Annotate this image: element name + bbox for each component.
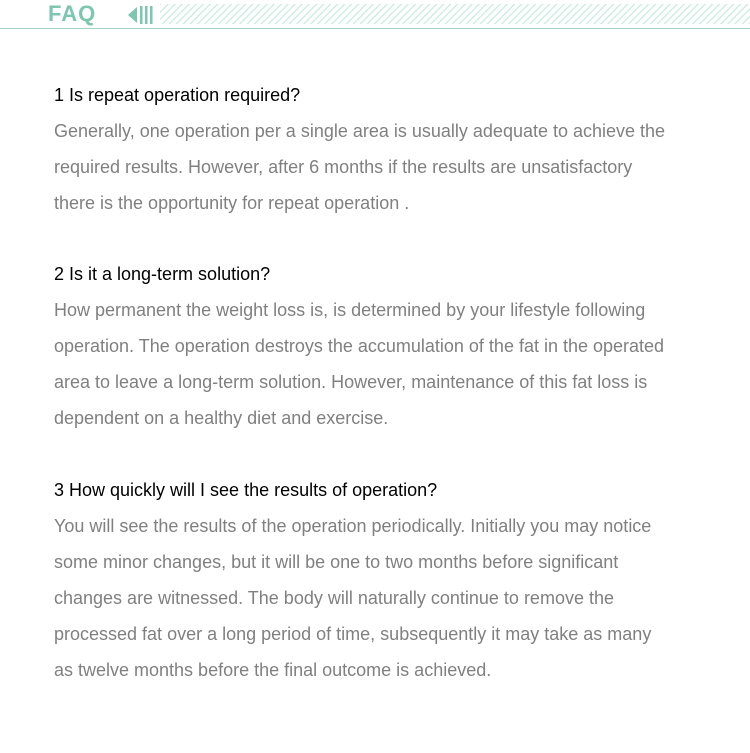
answer-line: there is the opportunity for repeat operation . [54, 193, 410, 213]
header-hatch-decoration [160, 4, 750, 24]
answer-line: Generally, one operation per a single area is usually adequate to achieve the [54, 121, 666, 141]
faq-header [0, 0, 750, 30]
page-title: FAQ [48, 1, 97, 26]
answer-line: You will see the results of the operation periodically. Initially you may notice [54, 516, 652, 536]
answer-line: area to leave a long-term solution. However, maintenance of this fat loss is [54, 372, 648, 392]
answer-line: How permanent the weight loss is, is determined by your lifestyle following [54, 300, 646, 320]
faq-question: 3 How quickly will I see the results of operation? [54, 480, 438, 500]
faq-answer [54, 508, 734, 688]
answer-line: as twelve months before the final outcome is achieved. [54, 660, 492, 680]
faq-item [54, 83, 734, 221]
answer-line: required results. However, after 6 months if the results are unsatisfactory [54, 157, 633, 177]
faq-answer [54, 113, 734, 221]
answer-line: operation. The operation destroys the accumulation of the fat in the operated [54, 336, 665, 356]
faq-item [54, 478, 734, 688]
arrow-bars-icon [128, 4, 158, 26]
answer-line: changes are witnessed. The body will naturally continue to remove the [54, 588, 614, 608]
header-divider [0, 28, 750, 29]
answer-line: some minor changes, but it will be one to two months before significant [54, 552, 619, 572]
answer-line: processed fat over a long period of time, subsequently it may take as many [54, 624, 652, 644]
faq-question: 1 Is repeat operation required? [54, 85, 301, 105]
faq-answer [54, 292, 734, 436]
faq-item [54, 262, 734, 436]
answer-line: dependent on a healthy diet and exercise. [54, 408, 389, 428]
faq-question: 2 Is it a long-term solution? [54, 264, 271, 284]
